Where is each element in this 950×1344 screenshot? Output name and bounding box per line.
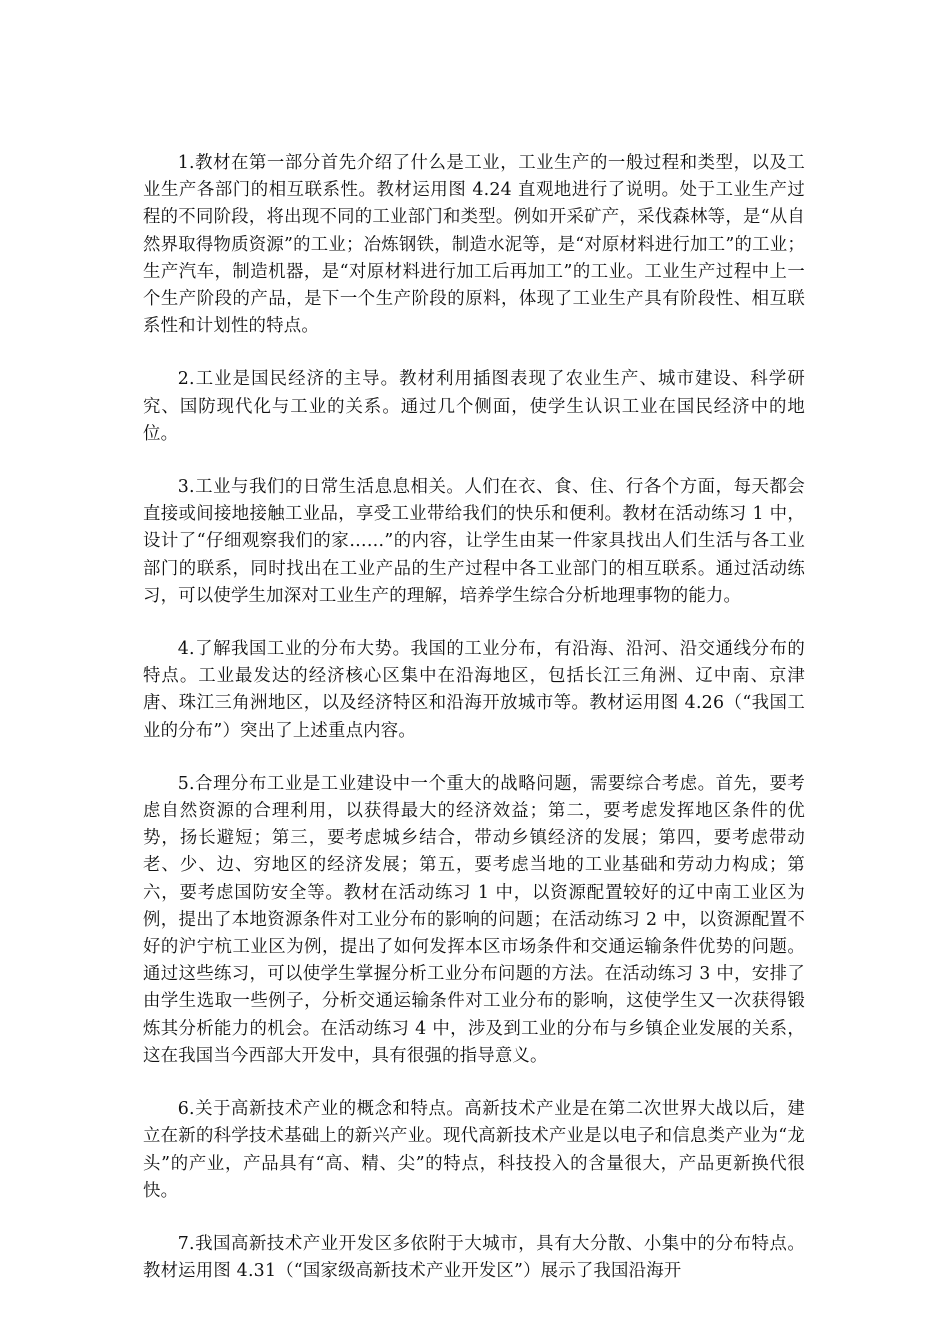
document-body (143, 150, 805, 1311)
paragraph-7: 7.我国高新技术产业开发区多依附于大城市，具有大分散、小集中的分布特点。教材运用图 4.31（“国家级高新技术产业开发区”）展示了我国沿海开 (143, 1233, 805, 1282)
paragraph-3: 3.工业与我们的日常生活息息相关。人们在衣、食、住、行各个方面，每天都会直接或间接地接触工业品，享受工业带给我们的快乐和便利。教材在活动练习 1 中，设计了“仔细观察我们的家……”的内容，让学生由某一件家具找出人们生活与各工业部门的联系，同时找出在工业产品的生产过程中各工业部门的相互联系。通过活动练习，可以使学生加深对工业生产的理解，培养学生综合分析地理事物的能力。 (143, 477, 805, 606)
paragraph-6: 6.关于高新技术产业的概念和特点。高新技术产业是在第二次世界大战以后，建立在新的科学技术基础上的新兴产业。现代高新技术产业是以电子和信息类产业为“龙头”的产业，产品具有“高、精、尖”的特点，科技投入的含量很大，产品更新换代很快。 (143, 1099, 805, 1201)
paragraph-1: 1.教材在第一部分首先介绍了什么是工业，工业生产的一般过程和类型，以及工业生产各部门的相互联系性。教材运用图 4.24 直观地进行了说明。处于工业生产过程的不同阶段，将出现不同的工业部门和类型。例如开采矿产，采伐森林等，是“从自然界取得物质资源”的工业；冶炼钢铁，制造水泥等，是“对原材料进行加工”的工业；生产汽车，制造机器，是“对原材料进行加工后再加工”的工业。工业生产过程中上一个生产阶段的产品，是下一个生产阶段的原料，体现了工业生产具有阶段性、相互联系性和计划性的特点。 (143, 153, 805, 337)
paragraph-4: 4.了解我国工业的分布大势。我国的工业分布，有沿海、沿河、沿交通线分布的特点。工业最发达的经济核心区集中在沿海地区，包括长江三角洲、辽中南、京津唐、珠江三角洲地区，以及经济特区和沿海开放城市等。教材运用图 4.26（“我国工业的分布”）突出了上述重点内容。 (143, 639, 805, 741)
paragraph-5: 5.合理分布工业是工业建设中一个重大的战略问题，需要综合考虑。首先，要考虑自然资源的合理利用，以获得最大的经济效益；第二，要考虑发挥地区条件的优势，扬长避短；第三，要考虑城乡结合，带动乡镇经济的发展；第四，要考虑带动老、少、边、穷地区的经济发展；第五，要考虑当地的工业基础和劳动力构成；第六，要考虑国防安全等。教材在活动练习 1 中，以资源配置较好的辽中南工业区为例，提出了本地资源条件对工业分布的影响的问题；在活动练习 2 中，以资源配置不好的沪宁杭工业区为例，提出了如何发挥本区市场条件和交通运输条件优势的问题。通过这些练习，可以使学生掌握分析工业分布问题的方法。在活动练习 3 中，安排了由学生选取一些例子，分析交通运输条件对工业分布的影响，这使学生又一次获得锻炼其分析能力的机会。在活动练习 4 中，涉及到工业的分布与乡镇企业发展的关系，这在我国当今西部大开发中，具有很强的指导意义。 (143, 773, 805, 1066)
paragraph-2: 2.工业是国民经济的主导。教材利用插图表现了农业生产、城市建设、科学研究、国防现代化与工业的关系。通过几个侧面，使学生认识工业在国民经济中的地位。 (143, 369, 805, 444)
